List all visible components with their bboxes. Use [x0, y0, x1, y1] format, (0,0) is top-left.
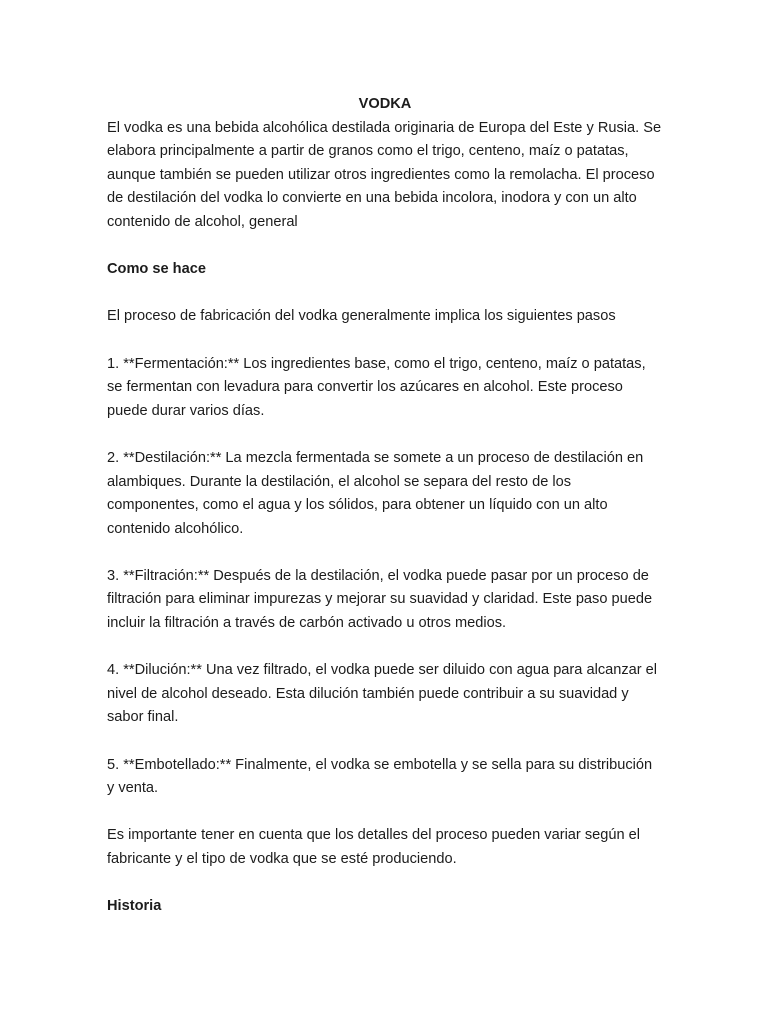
spacer: [107, 872, 663, 896]
spacer: [107, 730, 663, 754]
section-intro-paragraph: El proceso de fabricación del vodka generalmente implica los siguientes pasos: [107, 308, 616, 325]
spacer: [107, 235, 663, 259]
spacer: [107, 801, 663, 825]
spacer: [107, 423, 663, 447]
section-heading-historia: Historia: [107, 898, 162, 915]
step-filtracion: 3. **Filtración:** Después de la destilación, el vodka puede pasar por un proceso de filtración para eliminar impurezas y mejorar su suavidad y claridad. Este paso puede incluir la filtración a través de carbón activado u otros medios.: [107, 567, 653, 632]
document-title: VODKA: [358, 96, 412, 112]
step-fermentacion: 1. **Fermentación:** Los ingredientes base, como el trigo, centeno, maíz o patatas, se fermentan con levadura para convertir los azúcares en alcohol. Este proceso puede durar varios días.: [107, 355, 646, 419]
spacer: [107, 282, 663, 306]
step-dilucion: 4. **Dilución:** Una vez filtrado, el vodka puede ser diluido con agua para alcanzar el nivel de alcohol deseado. Esta dilución también puede contribuir a su suavidad y sabor final.: [107, 662, 658, 726]
step-destilacion: 2. **Destilación:** La mezcla fermentada se somete a un proceso de destilación en alambiques. Durante la destilación, el alcohol se separa del resto de los componentes, como el agua y los sólidos, para obtener un líquido con un alto contenido alcohólico.: [107, 449, 644, 537]
document-page: [107, 93, 663, 919]
spacer: [107, 541, 663, 565]
closing-paragraph: Es importante tener en cuenta que los detalles del proceso pueden variar según el fabricante y el tipo de vodka que se esté produciendo.: [107, 827, 641, 867]
intro-paragraph: El vodka es una bebida alcohólica destilada originaria de Europa del Este y Rusia. Se elabora principalmente a partir de granos como el trigo, centeno, maíz o patatas, aunque también se pueden utilizar otros ingredientes como la remolacha. El proceso de destilación del vodka lo convierte en una bebida incolora, inodora y con un alto contenido de alcohol, general: [107, 119, 662, 230]
section-heading-como-se-hace: Como se hace: [107, 261, 206, 278]
spacer: [107, 636, 663, 660]
spacer: [107, 329, 663, 353]
step-embotellado: 5. **Embotellado:** Finalmente, el vodka se embotella y se sella para su distribución y venta.: [107, 756, 653, 797]
